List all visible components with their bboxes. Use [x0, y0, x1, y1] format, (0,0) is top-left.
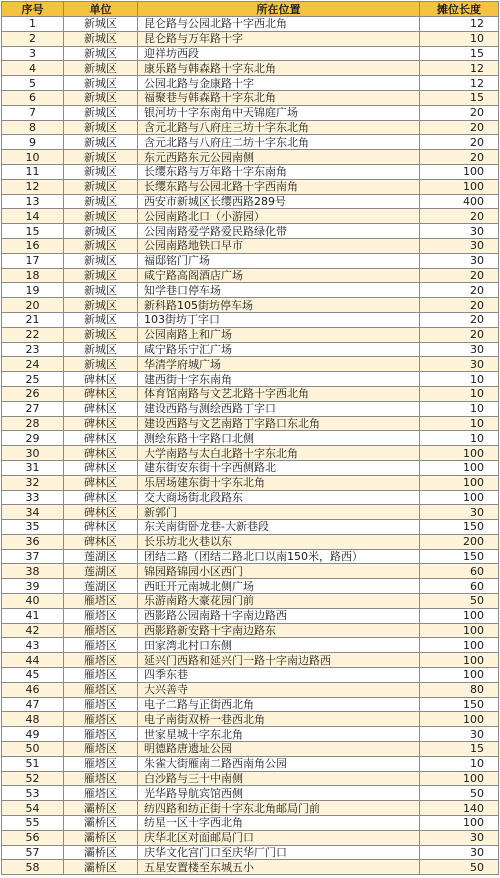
table-header	[2, 2, 499, 17]
cell-length: 10	[420, 31, 499, 46]
cell-location: 新科路105街坊停车场	[138, 298, 420, 313]
cell-unit: 灞桥区	[64, 801, 138, 816]
table-row	[2, 682, 499, 697]
table-row	[2, 46, 499, 61]
cell-unit: 新城区	[64, 17, 138, 32]
cell-length: 100	[420, 460, 499, 475]
cell-num: 34	[2, 505, 64, 520]
cell-location: 乐游南路大豪花园门前	[138, 594, 420, 609]
cell-length: 10	[420, 401, 499, 416]
table-row	[2, 446, 499, 461]
table-body	[2, 17, 499, 875]
cell-location: 庆华北区对面邮局门口	[138, 830, 420, 845]
table-row	[2, 431, 499, 446]
cell-length: 20	[420, 298, 499, 313]
table-row	[2, 801, 499, 816]
header-unit: 单位	[64, 2, 138, 17]
cell-location: 纺四路和纺正街十字东北角邮局门前	[138, 801, 420, 816]
table-row	[2, 505, 499, 520]
cell-location: 新郭门	[138, 505, 420, 520]
table-row	[2, 579, 499, 594]
cell-length: 100	[420, 653, 499, 668]
cell-location: 纺星一区十字西北角	[138, 816, 420, 831]
cell-location: 光华路导航宾馆西侧	[138, 786, 420, 801]
cell-num: 31	[2, 460, 64, 475]
cell-length: 20	[420, 283, 499, 298]
cell-num: 50	[2, 742, 64, 757]
cell-num: 46	[2, 682, 64, 697]
table-row	[2, 372, 499, 387]
stall-location-table	[1, 1, 499, 875]
cell-num: 7	[2, 105, 64, 120]
cell-length: 12	[420, 17, 499, 32]
cell-unit: 新城区	[64, 268, 138, 283]
cell-length: 100	[420, 816, 499, 831]
cell-location: 长乐坊北火巷以东	[138, 534, 420, 549]
cell-location: 测绘东路十字路口北侧	[138, 431, 420, 446]
cell-num: 11	[2, 164, 64, 179]
cell-unit: 碑林区	[64, 490, 138, 505]
cell-location: 公园北路与金康路十字	[138, 76, 420, 91]
cell-unit: 新城区	[64, 253, 138, 268]
cell-location: 建东街安东街十字西侧路北	[138, 460, 420, 475]
cell-location: 迎祥坊西段	[138, 46, 420, 61]
table-row	[2, 283, 499, 298]
cell-unit: 新城区	[64, 224, 138, 239]
table-row	[2, 653, 499, 668]
cell-unit: 新城区	[64, 357, 138, 372]
table-row	[2, 564, 499, 579]
cell-location: 知学巷口停车场	[138, 283, 420, 298]
cell-length: 200	[420, 534, 499, 549]
table-row	[2, 712, 499, 727]
table-row	[2, 224, 499, 239]
cell-location: 公园南路北口（小游园）	[138, 209, 420, 224]
table-row	[2, 860, 499, 875]
table-row	[2, 253, 499, 268]
cell-location: 福聚巷与韩森路十字东北角	[138, 90, 420, 105]
table-row	[2, 816, 499, 831]
cell-length: 15	[420, 90, 499, 105]
cell-unit: 新城区	[64, 194, 138, 209]
cell-length: 400	[420, 194, 499, 209]
cell-num: 58	[2, 860, 64, 875]
cell-num: 19	[2, 283, 64, 298]
cell-num: 4	[2, 61, 64, 76]
cell-num: 45	[2, 668, 64, 683]
cell-num: 30	[2, 446, 64, 461]
cell-length: 50	[420, 594, 499, 609]
cell-unit: 碑林区	[64, 460, 138, 475]
cell-length: 30	[420, 357, 499, 372]
cell-location: 咸宁路乐宁汇广场	[138, 342, 420, 357]
cell-num: 1	[2, 17, 64, 32]
cell-unit: 碑林区	[64, 401, 138, 416]
cell-unit: 新城区	[64, 76, 138, 91]
cell-unit: 新城区	[64, 342, 138, 357]
cell-unit: 灞桥区	[64, 860, 138, 875]
cell-length: 150	[420, 549, 499, 564]
cell-location: 西旺开元南城北侧广场	[138, 579, 420, 594]
cell-location: 锦园路锦园小区西门	[138, 564, 420, 579]
cell-num: 49	[2, 727, 64, 742]
cell-num: 10	[2, 150, 64, 165]
cell-unit: 碑林区	[64, 446, 138, 461]
cell-location: 长缨东路与公园北路十字西南角	[138, 179, 420, 194]
cell-num: 9	[2, 135, 64, 150]
cell-length: 50	[420, 786, 499, 801]
cell-location: 咸宁路高阁酒店广场	[138, 268, 420, 283]
cell-length: 20	[420, 209, 499, 224]
cell-length: 10	[420, 756, 499, 771]
cell-num: 14	[2, 209, 64, 224]
table-row	[2, 17, 499, 32]
cell-unit: 莲湖区	[64, 579, 138, 594]
table-row	[2, 150, 499, 165]
cell-length: 150	[420, 697, 499, 712]
cell-location: 延兴门西路和延兴门一路十字南边路西	[138, 653, 420, 668]
cell-location: 庆华文化宫门口至庆华厂门口	[138, 845, 420, 860]
cell-length: 10	[420, 431, 499, 446]
cell-length: 10	[420, 386, 499, 401]
cell-unit: 雁塔区	[64, 623, 138, 638]
cell-num: 28	[2, 416, 64, 431]
cell-num: 48	[2, 712, 64, 727]
cell-length: 100	[420, 490, 499, 505]
cell-num: 43	[2, 638, 64, 653]
cell-unit: 新城区	[64, 238, 138, 253]
header-row	[2, 2, 499, 17]
table-row	[2, 312, 499, 327]
cell-unit: 新城区	[64, 209, 138, 224]
cell-location: 电子南街双桥一巷西北角	[138, 712, 420, 727]
cell-num: 35	[2, 520, 64, 535]
cell-num: 15	[2, 224, 64, 239]
cell-length: 20	[420, 312, 499, 327]
cell-unit: 新城区	[64, 298, 138, 313]
cell-unit: 新城区	[64, 283, 138, 298]
cell-length: 50	[420, 860, 499, 875]
cell-unit: 碑林区	[64, 386, 138, 401]
cell-length: 15	[420, 46, 499, 61]
cell-location: 建西街十字东南角	[138, 372, 420, 387]
cell-unit: 新城区	[64, 327, 138, 342]
cell-length: 30	[420, 830, 499, 845]
cell-length: 20	[420, 327, 499, 342]
cell-location: 大兴善寺	[138, 682, 420, 697]
cell-length: 30	[420, 845, 499, 860]
cell-location: 银河坊十字东南角中天锦庭广场	[138, 105, 420, 120]
cell-num: 37	[2, 549, 64, 564]
cell-location: 含元北路与八府庄三坊十字东北角	[138, 120, 420, 135]
cell-num: 21	[2, 312, 64, 327]
table-row	[2, 638, 499, 653]
cell-num: 53	[2, 786, 64, 801]
cell-num: 36	[2, 534, 64, 549]
cell-length: 30	[420, 224, 499, 239]
cell-num: 27	[2, 401, 64, 416]
cell-num: 6	[2, 90, 64, 105]
table-row	[2, 327, 499, 342]
cell-length: 100	[420, 475, 499, 490]
table-row	[2, 549, 499, 564]
table-row	[2, 490, 499, 505]
cell-length: 100	[420, 608, 499, 623]
cell-length: 30	[420, 253, 499, 268]
cell-num: 42	[2, 623, 64, 638]
cell-num: 24	[2, 357, 64, 372]
cell-length: 30	[420, 505, 499, 520]
cell-location: 体育馆南路与文艺北路十字西北角	[138, 386, 420, 401]
cell-location: 昆仑路与公园北路十字西北角	[138, 17, 420, 32]
table-row	[2, 61, 499, 76]
cell-location: 东关南街卧龙巷-大新巷段	[138, 520, 420, 535]
cell-unit: 新城区	[64, 105, 138, 120]
cell-location: 五星安置楼至东城五小	[138, 860, 420, 875]
cell-num: 41	[2, 608, 64, 623]
cell-unit: 雁塔区	[64, 712, 138, 727]
cell-location: 建设西路与测绘西路丁字口	[138, 401, 420, 416]
table-row	[2, 742, 499, 757]
table-row	[2, 786, 499, 801]
cell-location: 乐居场建东街十字东北角	[138, 475, 420, 490]
cell-unit: 碑林区	[64, 416, 138, 431]
table-row	[2, 756, 499, 771]
header-location: 所在位置	[138, 2, 420, 17]
cell-length: 60	[420, 564, 499, 579]
cell-location: 公园南路爱学路爱民路绿化带	[138, 224, 420, 239]
table-row	[2, 608, 499, 623]
cell-unit: 雁塔区	[64, 668, 138, 683]
cell-location: 福邸铭门广场	[138, 253, 420, 268]
table-row	[2, 90, 499, 105]
cell-unit: 灞桥区	[64, 830, 138, 845]
cell-location: 昆仑路与万年路十字	[138, 31, 420, 46]
cell-unit: 雁塔区	[64, 756, 138, 771]
cell-unit: 新城区	[64, 31, 138, 46]
cell-num: 12	[2, 179, 64, 194]
table-row	[2, 520, 499, 535]
table-row	[2, 668, 499, 683]
cell-location: 华清学府城广场	[138, 357, 420, 372]
cell-length: 30	[420, 342, 499, 357]
cell-unit: 碑林区	[64, 520, 138, 535]
cell-location: 田家湾北村口东侧	[138, 638, 420, 653]
cell-num: 2	[2, 31, 64, 46]
cell-num: 57	[2, 845, 64, 860]
cell-num: 26	[2, 386, 64, 401]
cell-num: 5	[2, 76, 64, 91]
cell-length: 80	[420, 682, 499, 697]
cell-location: 朱雀大街雁南二路西南角公园	[138, 756, 420, 771]
cell-location: 103街坊丁字口	[138, 312, 420, 327]
cell-unit: 碑林区	[64, 431, 138, 446]
cell-unit: 新城区	[64, 312, 138, 327]
cell-num: 56	[2, 830, 64, 845]
cell-location: 建设西路与文艺南路丁字路口东北角	[138, 416, 420, 431]
cell-location: 含元北路与八府庄二坊十字东北角	[138, 135, 420, 150]
cell-length: 100	[420, 668, 499, 683]
table-row	[2, 76, 499, 91]
cell-unit: 碑林区	[64, 505, 138, 520]
cell-unit: 雁塔区	[64, 638, 138, 653]
cell-num: 18	[2, 268, 64, 283]
cell-length: 100	[420, 179, 499, 194]
cell-unit: 新城区	[64, 90, 138, 105]
table-row	[2, 164, 499, 179]
table-row	[2, 401, 499, 416]
cell-length: 12	[420, 61, 499, 76]
cell-unit: 灞桥区	[64, 816, 138, 831]
cell-unit: 雁塔区	[64, 727, 138, 742]
cell-unit: 雁塔区	[64, 786, 138, 801]
cell-unit: 雁塔区	[64, 742, 138, 757]
cell-unit: 雁塔区	[64, 594, 138, 609]
cell-num: 3	[2, 46, 64, 61]
cell-location: 西影路新安路十字南边路东	[138, 623, 420, 638]
cell-location: 团结二路（团结二路北口以南150米，路西）	[138, 549, 420, 564]
cell-length: 20	[420, 105, 499, 120]
cell-length: 100	[420, 712, 499, 727]
cell-num: 54	[2, 801, 64, 816]
cell-length: 150	[420, 520, 499, 535]
cell-unit: 雁塔区	[64, 697, 138, 712]
cell-location: 白沙路与三十中南侧	[138, 771, 420, 786]
cell-length: 10	[420, 372, 499, 387]
cell-num: 40	[2, 594, 64, 609]
cell-unit: 新城区	[64, 150, 138, 165]
header-num: 序号	[2, 2, 64, 17]
cell-unit: 雁塔区	[64, 771, 138, 786]
cell-length: 30	[420, 238, 499, 253]
cell-num: 33	[2, 490, 64, 505]
table-row	[2, 771, 499, 786]
cell-unit: 灞桥区	[64, 845, 138, 860]
table-row	[2, 386, 499, 401]
cell-length: 10	[420, 416, 499, 431]
cell-length: 100	[420, 638, 499, 653]
cell-num: 13	[2, 194, 64, 209]
table-row	[2, 179, 499, 194]
cell-length: 20	[420, 120, 499, 135]
cell-num: 39	[2, 579, 64, 594]
cell-num: 25	[2, 372, 64, 387]
cell-unit: 碑林区	[64, 475, 138, 490]
cell-length: 30	[420, 727, 499, 742]
table-row	[2, 120, 499, 135]
cell-num: 52	[2, 771, 64, 786]
cell-num: 55	[2, 816, 64, 831]
table-row	[2, 623, 499, 638]
cell-location: 明德路唐遗址公园	[138, 742, 420, 757]
cell-location: 西影路公园南路十字南边路西	[138, 608, 420, 623]
cell-unit: 新城区	[64, 135, 138, 150]
cell-unit: 莲湖区	[64, 564, 138, 579]
cell-num: 29	[2, 431, 64, 446]
cell-num: 32	[2, 475, 64, 490]
cell-location: 公园南路上和广场	[138, 327, 420, 342]
table-row	[2, 416, 499, 431]
cell-location: 交大商场街北段路东	[138, 490, 420, 505]
table-row	[2, 135, 499, 150]
cell-num: 8	[2, 120, 64, 135]
cell-length: 20	[420, 135, 499, 150]
cell-unit: 雁塔区	[64, 682, 138, 697]
cell-num: 20	[2, 298, 64, 313]
table-row	[2, 830, 499, 845]
cell-location: 东元西路东元公园南侧	[138, 150, 420, 165]
table-row	[2, 534, 499, 549]
cell-num: 23	[2, 342, 64, 357]
table-row	[2, 460, 499, 475]
cell-num: 44	[2, 653, 64, 668]
cell-location: 世家星城十字东北角	[138, 727, 420, 742]
table-row	[2, 194, 499, 209]
cell-unit: 莲湖区	[64, 549, 138, 564]
table-row	[2, 357, 499, 372]
cell-length: 60	[420, 579, 499, 594]
table-row	[2, 727, 499, 742]
cell-location: 四季东巷	[138, 668, 420, 683]
table-row	[2, 31, 499, 46]
cell-length: 15	[420, 742, 499, 757]
table-row	[2, 268, 499, 283]
cell-num: 22	[2, 327, 64, 342]
table-row	[2, 594, 499, 609]
cell-unit: 雁塔区	[64, 608, 138, 623]
table-row	[2, 342, 499, 357]
cell-length: 20	[420, 150, 499, 165]
cell-unit: 碑林区	[64, 372, 138, 387]
table-row	[2, 209, 499, 224]
cell-unit: 新城区	[64, 120, 138, 135]
cell-num: 47	[2, 697, 64, 712]
cell-length: 12	[420, 76, 499, 91]
table-row	[2, 298, 499, 313]
cell-location: 电子二路与正街西北角	[138, 697, 420, 712]
header-length: 摊位长度	[420, 2, 499, 17]
table-row	[2, 845, 499, 860]
cell-unit: 新城区	[64, 46, 138, 61]
table-row	[2, 697, 499, 712]
cell-num: 16	[2, 238, 64, 253]
cell-length: 20	[420, 268, 499, 283]
table-row	[2, 475, 499, 490]
cell-location: 长缨东路与万年路十字东南角	[138, 164, 420, 179]
cell-location: 公园南路地铁口早市	[138, 238, 420, 253]
cell-num: 38	[2, 564, 64, 579]
cell-length: 100	[420, 623, 499, 638]
table-row	[2, 105, 499, 120]
cell-length: 100	[420, 446, 499, 461]
cell-unit: 碑林区	[64, 534, 138, 549]
cell-length: 140	[420, 801, 499, 816]
cell-unit: 雁塔区	[64, 653, 138, 668]
cell-location: 西安市新城区长缨西路289号	[138, 194, 420, 209]
table-row	[2, 238, 499, 253]
cell-length: 100	[420, 771, 499, 786]
cell-unit: 新城区	[64, 179, 138, 194]
cell-unit: 新城区	[64, 164, 138, 179]
cell-length: 100	[420, 164, 499, 179]
cell-location: 康乐路与韩森路十字东北角	[138, 61, 420, 76]
cell-location: 大学南路与太白北路十字东北角	[138, 446, 420, 461]
cell-unit: 新城区	[64, 61, 138, 76]
cell-num: 17	[2, 253, 64, 268]
cell-num: 51	[2, 756, 64, 771]
